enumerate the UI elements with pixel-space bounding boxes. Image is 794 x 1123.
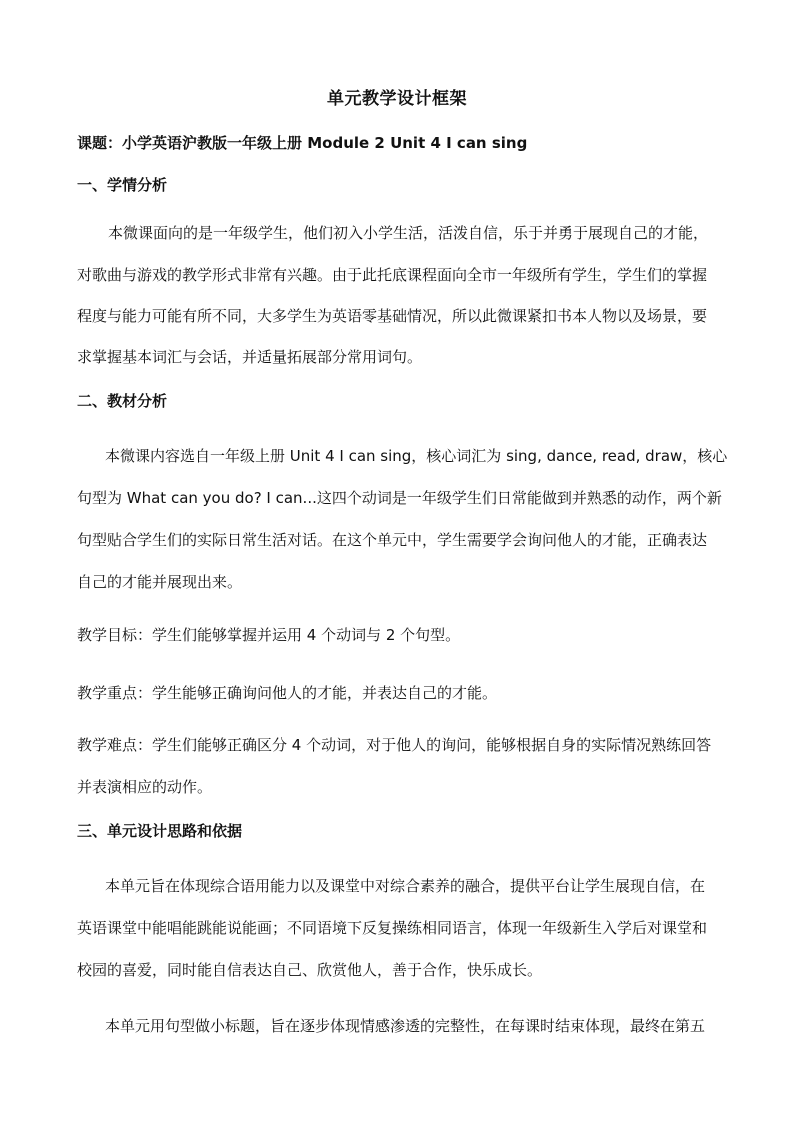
paragraph-line: 句型为 What can you do? I can...这四个动词是一年级学生们日常能做到并熟悉的动作，两个新 (77, 489, 722, 507)
paragraph-line: 程度与能力可能有所不同，大多学生为英语零基础情况，所以此微课紧扣书本人物以及场景，要 (77, 307, 708, 325)
page-title: 单元教学设计框架 (327, 89, 467, 109)
paragraph-line: 本微课面向的是一年级学生，他们初入小学生活，活泼自信，乐于并勇于展现自己的才能， (108, 224, 709, 242)
paragraph-line: 本单元用句型做小标题，旨在逐步体现情感渗透的完整性，在每课时结束体现，最终在第五 (105, 1017, 706, 1035)
section-heading-material-analysis: 二、教材分析 (77, 392, 168, 410)
paragraph-line: 句型贴合学生们的实际日常生活对话。在这个单元中，学生需要学会询问他人的才能，正确表达 (77, 531, 708, 549)
course-line: 课题：小学英语沪教版一年级上册 Module 2 Unit 4 I can sing (77, 134, 528, 152)
paragraph-line: 校园的喜爱，同时能自信表达自己、欣赏他人，善于合作，快乐成长。 (77, 961, 543, 979)
paragraph-line: 英语课堂中能唱能跳能说能画；不同语境下反复操练相同语言，体现一年级新生入学后对课堂和 (77, 919, 708, 937)
teaching-difficulty-line: 教学难点：学生们能够正确区分 4 个动词，对于他人的询问，能够根据自身的实际情况熟练回答 (77, 736, 712, 754)
section-heading-design-rationale: 三、单元设计思路和依据 (77, 822, 243, 840)
paragraph-line: 本单元旨在体现综合语用能力以及课堂中对综合素养的融合，提供平台让学生展现自信，在 (105, 877, 706, 895)
teaching-key-point: 教学重点：学生能够正确询问他人的才能，并表达自己的才能。 (77, 684, 498, 702)
teaching-goal: 教学目标：学生们能够掌握并运用 4 个动词与 2 个句型。 (77, 626, 461, 644)
paragraph-line: 自己的才能并展现出来。 (77, 573, 243, 591)
paragraph-line: 求掌握基本词汇与会话，并适量拓展部分常用词句。 (77, 348, 423, 366)
paragraph-line: 对歌曲与游戏的教学形式非常有兴趣。由于此托底课程面向全市一年级所有学生，学生们的掌握 (77, 266, 708, 284)
paragraph-line: 本微课内容选自一年级上册 Unit 4 I can sing，核心词汇为 sing, dance, read, draw，核心 (105, 447, 728, 465)
section-heading-learner-analysis: 一、学情分析 (77, 176, 168, 194)
teaching-difficulty-line: 并表演相应的动作。 (77, 778, 213, 796)
